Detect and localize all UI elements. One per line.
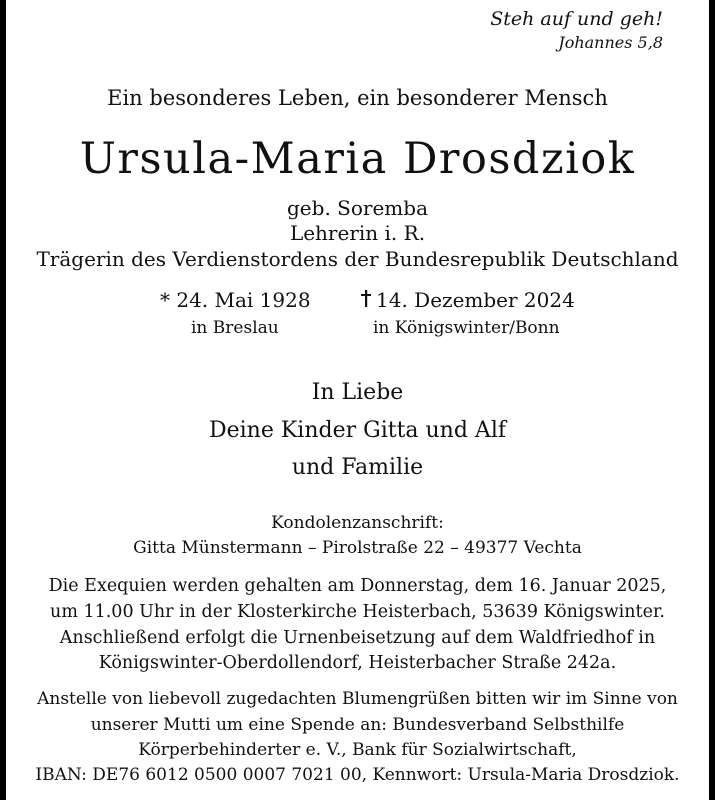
bible-verse-reference: Johannes 5,8 xyxy=(558,33,663,52)
condolence-address: Gitta Münstermann – Pirolstraße 22 – 49377 Vechta xyxy=(133,538,582,558)
cross-icon xyxy=(360,288,372,312)
mourners-line: und Familie xyxy=(291,455,424,480)
donation-info-line: Anstelle von liebevoll zugedachten Blumengrüßen bitten wir im Sinne von xyxy=(37,689,678,709)
deceased-name: Ursula-Maria Drosdziok xyxy=(79,134,636,184)
birth-date: * 24. Mai 1928 xyxy=(160,288,311,312)
profession: Lehrerin i. R. xyxy=(289,221,426,245)
funeral-info-line: Anschließend erfolgt die Urnenbeisetzung auf dem Waldfriedhof in xyxy=(59,628,656,648)
funeral-info-line: Königswinter-Oberdollendorf, Heisterbacher Straße 242a. xyxy=(98,653,617,673)
donation-info-line: Körperbehinderter e. V., Bank für Sozialwirtschaft, xyxy=(138,740,577,760)
donation-info-line: unserer Mutti um eine Spende an: Bundesverband Selbsthilfe xyxy=(90,715,625,735)
funeral-info-line: um 11.00 Uhr in der Klosterkirche Heisterbach, 53639 Königswinter. xyxy=(50,602,665,622)
death-place: in Königswinter/Bonn xyxy=(373,318,560,338)
maiden-name: geb. Soremba xyxy=(287,196,428,220)
funeral-info-line: Die Exequien werden gehalten am Donnerstag, dem 16. Januar 2025, xyxy=(48,576,667,596)
death-date-line xyxy=(360,288,575,312)
honor: Trägerin des Verdienstordens der Bundesrepublik Deutschland xyxy=(36,247,679,271)
donation-info-line: IBAN: DE76 6012 0500 0007 7021 00, Kennwort: Ursula-Maria Drosdziok. xyxy=(35,765,680,785)
condolence-label: Kondolenzanschrift: xyxy=(271,513,444,533)
bible-verse: Steh auf und geh! xyxy=(490,8,663,30)
tagline: Ein besonderes Leben, ein besonderer Mensch xyxy=(107,86,608,110)
death-date: 14. Dezember 2024 xyxy=(376,288,575,312)
mourners-line: In Liebe xyxy=(311,380,404,405)
mourners-line: Deine Kinder Gitta und Alf xyxy=(208,418,506,443)
birth-place: in Breslau xyxy=(191,318,279,338)
